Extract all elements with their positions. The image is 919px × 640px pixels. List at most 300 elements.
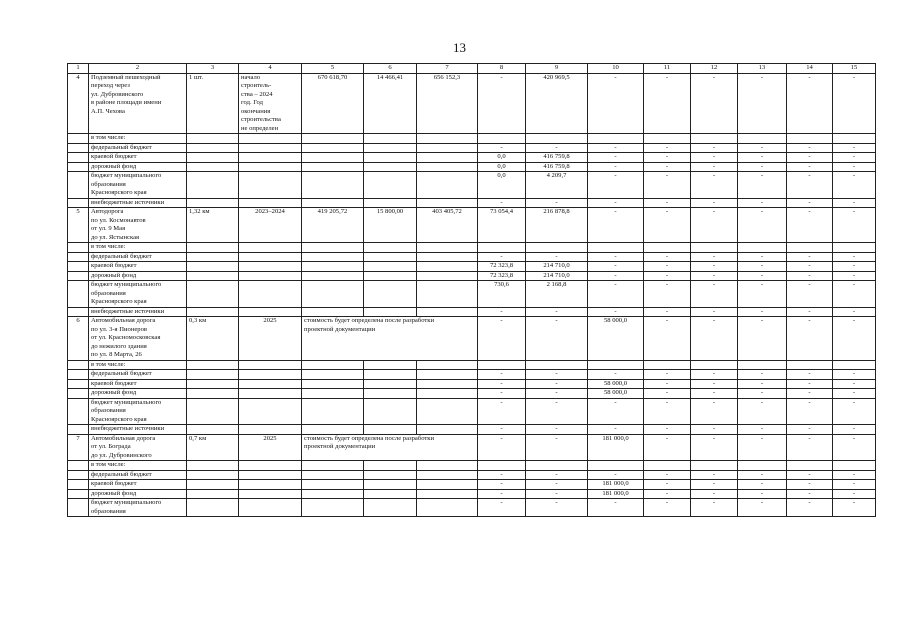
- funding-value: -: [588, 252, 644, 262]
- header-cell: 4: [239, 64, 302, 74]
- funding-value: 416 759,8: [526, 162, 588, 172]
- funding-value: -: [526, 307, 588, 317]
- funding-source: [89, 153, 187, 163]
- empty-cell: [239, 370, 302, 380]
- value-cell: -: [738, 73, 787, 134]
- value-cell: -: [833, 208, 876, 243]
- object-name: [89, 434, 187, 461]
- funding-value: -: [691, 162, 738, 172]
- row-spacer: [68, 281, 89, 308]
- empty-cell: [364, 172, 417, 199]
- empty-cell: [364, 499, 417, 517]
- empty-cell: [302, 470, 364, 480]
- empty-cell: [417, 162, 478, 172]
- value-cell: -: [833, 317, 876, 361]
- funding-value: 72 323,8: [478, 262, 526, 272]
- empty-cell: [417, 389, 478, 399]
- empty-cell: [302, 489, 364, 499]
- funding-value: -: [478, 470, 526, 480]
- value-cell: 216 878,8: [526, 208, 588, 243]
- value-cell: -: [691, 317, 738, 361]
- empty-cell: [417, 262, 478, 272]
- empty-cell: [302, 360, 364, 370]
- empty-cell: [417, 198, 478, 208]
- empty-cell: [187, 271, 239, 281]
- funding-source-line: краевой бюджет: [91, 153, 137, 160]
- cost-total: 419 205,72: [302, 208, 364, 243]
- funding-value: -: [526, 252, 588, 262]
- object-name-line: от ул. 9 Мая: [91, 225, 126, 232]
- object-period-line: окончания: [241, 107, 271, 115]
- funding-value: -: [833, 370, 876, 380]
- funding-value: -: [691, 281, 738, 308]
- empty-cell: [302, 271, 364, 281]
- empty-cell: [526, 243, 588, 253]
- empty-cell: [302, 398, 364, 425]
- funding-value: -: [691, 425, 738, 435]
- row-spacer: [68, 143, 89, 153]
- empty-cell: [187, 307, 239, 317]
- empty-cell: [187, 389, 239, 399]
- funding-source-line: краевой бюджет: [91, 379, 137, 387]
- funding-source-line: дорожный фонд: [91, 489, 137, 497]
- header-cell: 6: [364, 64, 417, 74]
- empty-cell: [239, 425, 302, 435]
- funding-value: -: [833, 307, 876, 317]
- value-cell: -: [833, 434, 876, 461]
- funding-row: [68, 389, 876, 399]
- object-name-line: в районе площади имени: [91, 99, 162, 106]
- funding-value: -: [644, 379, 691, 389]
- empty-cell: [187, 470, 239, 480]
- object-name-line: до нежилого здания: [91, 342, 147, 350]
- funding-value: -: [833, 398, 876, 425]
- funding-source-line: федеральный бюджет: [91, 252, 152, 260]
- object-period-line: строитель-: [241, 82, 272, 89]
- empty-cell: [417, 143, 478, 153]
- value-cell: -: [526, 434, 588, 461]
- funding-value: -: [588, 153, 644, 163]
- funding-value: 2 168,8: [526, 281, 588, 308]
- funding-value: -: [787, 425, 833, 435]
- value-cell: -: [644, 434, 691, 461]
- empty-cell: [691, 243, 738, 253]
- empty-cell: [526, 360, 588, 370]
- object-period-line: год. Год: [241, 99, 263, 106]
- funding-source: [89, 252, 187, 262]
- funding-value: -: [738, 370, 787, 380]
- funding-value: -: [478, 307, 526, 317]
- empty-cell: [364, 153, 417, 163]
- empty-cell: [417, 461, 478, 471]
- object-period: [239, 317, 302, 361]
- row-spacer: [68, 379, 89, 389]
- empty-cell: [588, 461, 644, 471]
- funding-value: -: [691, 262, 738, 272]
- funding-value: -: [738, 281, 787, 308]
- object-number: 5: [68, 208, 89, 243]
- empty-cell: [364, 480, 417, 490]
- object-name: [89, 208, 187, 243]
- funding-value: -: [833, 162, 876, 172]
- funding-row: [68, 262, 876, 272]
- empty-cell: [302, 262, 364, 272]
- empty-cell: [478, 134, 526, 144]
- object-row: [68, 317, 876, 361]
- row-spacer: [68, 470, 89, 480]
- empty-cell: [302, 162, 364, 172]
- funding-value: -: [738, 172, 787, 199]
- funding-value: -: [738, 480, 787, 490]
- empty-cell: [302, 499, 364, 517]
- funding-value: -: [644, 271, 691, 281]
- header-cell: 7: [417, 64, 478, 74]
- funding-value: -: [833, 198, 876, 208]
- funding-row: [68, 198, 876, 208]
- funding-value: -: [526, 489, 588, 499]
- empty-cell: [364, 134, 417, 144]
- empty-cell: [417, 370, 478, 380]
- funding-source: [89, 470, 187, 480]
- cost-done: 14 466,41: [364, 73, 417, 134]
- funding-source-line: федеральный бюджет: [91, 370, 152, 377]
- funding-value: 181 000,0: [588, 489, 644, 499]
- empty-cell: [417, 172, 478, 199]
- empty-cell: [417, 398, 478, 425]
- cost-note-line: проектной документации: [304, 443, 376, 450]
- object-period-line: 2025: [263, 317, 277, 324]
- funding-value: -: [588, 281, 644, 308]
- empty-cell: [738, 134, 787, 144]
- empty-cell: [187, 489, 239, 499]
- funding-value: -: [644, 262, 691, 272]
- funding-source: [89, 281, 187, 308]
- row-spacer: [68, 398, 89, 425]
- value-cell: -: [644, 317, 691, 361]
- funding-value: -: [691, 470, 738, 480]
- funding-source: [89, 499, 187, 517]
- cost-done: 15 800,00: [364, 208, 417, 243]
- empty-cell: [239, 262, 302, 272]
- funding-value: -: [787, 281, 833, 308]
- funding-value: -: [738, 470, 787, 480]
- funding-value: 181 000,0: [588, 480, 644, 490]
- empty-cell: [187, 262, 239, 272]
- funding-value: -: [738, 252, 787, 262]
- funding-value: -: [787, 153, 833, 163]
- funding-value: -: [833, 281, 876, 308]
- empty-cell: [787, 461, 833, 471]
- header-cell: 5: [302, 64, 364, 74]
- funding-value: -: [833, 262, 876, 272]
- empty-cell: [364, 198, 417, 208]
- funding-row: [68, 370, 876, 380]
- empty-cell: [302, 172, 364, 199]
- row-spacer: [68, 271, 89, 281]
- row-spacer: [68, 198, 89, 208]
- funding-value: -: [833, 425, 876, 435]
- cost-note-line: стоимость будет определена после разработки: [304, 434, 435, 442]
- object-row: [68, 208, 876, 243]
- funding-value: -: [644, 489, 691, 499]
- funding-source: [89, 198, 187, 208]
- funding-source-line: краевой бюджет: [91, 262, 137, 269]
- object-name-line: до ул. Дубровинского: [91, 451, 152, 459]
- funding-value: -: [787, 489, 833, 499]
- object-length: 0,7 км: [187, 434, 239, 461]
- funding-value: -: [588, 262, 644, 272]
- empty-cell: [526, 134, 588, 144]
- header-cell: 12: [691, 64, 738, 74]
- empty-cell: [239, 389, 302, 399]
- value-cell: 181 000,0: [588, 434, 644, 461]
- empty-cell: [239, 172, 302, 199]
- funding-value: -: [691, 307, 738, 317]
- empty-cell: [302, 143, 364, 153]
- empty-cell: [187, 198, 239, 208]
- funding-value: -: [588, 398, 644, 425]
- object-number: 4: [68, 73, 89, 134]
- empty-cell: [833, 360, 876, 370]
- object-name-line: по ул. 3-я Пионеров: [91, 325, 147, 333]
- value-cell: -: [738, 317, 787, 361]
- empty-cell: [302, 153, 364, 163]
- funding-source-line: дорожный фонд: [91, 389, 137, 396]
- funding-value: -: [691, 172, 738, 199]
- funding-value: -: [787, 162, 833, 172]
- object-name-line: от ул. Бограда: [91, 443, 131, 450]
- object-name-line: по ул. Космонавтов: [91, 216, 146, 224]
- funding-value: -: [644, 252, 691, 262]
- cost-total: 670 618,70: [302, 73, 364, 134]
- value-cell: -: [644, 208, 691, 243]
- empty-cell: [302, 480, 364, 490]
- empty-cell: [644, 243, 691, 253]
- row-spacer: [68, 243, 89, 253]
- row-spacer: [68, 134, 89, 144]
- empty-cell: [239, 153, 302, 163]
- value-cell: -: [833, 73, 876, 134]
- object-period: [239, 208, 302, 243]
- empty-cell: [787, 360, 833, 370]
- empty-cell: [417, 425, 478, 435]
- empty-cell: [239, 480, 302, 490]
- empty-cell: [239, 307, 302, 317]
- funding-value: -: [691, 370, 738, 380]
- funding-row: [68, 307, 876, 317]
- empty-cell: [364, 370, 417, 380]
- header-cell: 3: [187, 64, 239, 74]
- including-label: в том числе:: [89, 243, 187, 253]
- empty-cell: [417, 360, 478, 370]
- empty-cell: [417, 489, 478, 499]
- empty-cell: [239, 252, 302, 262]
- object-period-line: не определен: [241, 124, 279, 132]
- empty-cell: [526, 461, 588, 471]
- empty-cell: [239, 499, 302, 517]
- funding-value: -: [691, 271, 738, 281]
- empty-cell: [738, 461, 787, 471]
- funding-value: -: [588, 470, 644, 480]
- empty-cell: [187, 153, 239, 163]
- object-name-line: Автомобильная дорога: [91, 317, 156, 324]
- empty-cell: [364, 162, 417, 172]
- value-cell: -: [787, 73, 833, 134]
- value-cell: -: [478, 73, 526, 134]
- value-cell: -: [691, 73, 738, 134]
- row-spacer: [68, 499, 89, 517]
- row-spacer: [68, 307, 89, 317]
- funding-value: -: [644, 198, 691, 208]
- empty-cell: [364, 425, 417, 435]
- funding-source-line: бюджет муниципального: [91, 499, 162, 506]
- funding-value: -: [644, 307, 691, 317]
- funding-value: -: [526, 499, 588, 517]
- cost-note-line: стоимость будет определена после разработки: [304, 317, 435, 324]
- funding-source: [89, 172, 187, 199]
- funding-source: [89, 370, 187, 380]
- funding-value: -: [478, 143, 526, 153]
- funding-row: [68, 480, 876, 490]
- funding-value: 416 759,8: [526, 153, 588, 163]
- funding-value: -: [787, 262, 833, 272]
- empty-cell: [239, 489, 302, 499]
- funding-value: -: [691, 389, 738, 399]
- funding-source-line: Красноярского края: [91, 415, 147, 423]
- funding-source: [89, 389, 187, 399]
- funding-value: -: [738, 398, 787, 425]
- empty-cell: [691, 360, 738, 370]
- empty-cell: [302, 307, 364, 317]
- empty-cell: [364, 271, 417, 281]
- funding-value: -: [644, 143, 691, 153]
- object-name-line: ул. Дубровинского: [91, 90, 144, 98]
- value-cell: 420 969,5: [526, 73, 588, 134]
- funding-value: -: [691, 252, 738, 262]
- funding-source: [89, 425, 187, 435]
- object-number: 7: [68, 434, 89, 461]
- funding-row: [68, 379, 876, 389]
- object-name-line: переход через: [91, 82, 130, 89]
- cost-remaining: 656 152,3: [417, 73, 478, 134]
- empty-cell: [239, 281, 302, 308]
- header-cell: 8: [478, 64, 526, 74]
- funding-row: [68, 271, 876, 281]
- empty-cell: [302, 379, 364, 389]
- funding-value: -: [787, 252, 833, 262]
- empty-cell: [187, 370, 239, 380]
- header-cell: 11: [644, 64, 691, 74]
- empty-cell: [417, 470, 478, 480]
- object-name-line: Подземный пешеходный: [91, 73, 161, 81]
- empty-cell: [588, 134, 644, 144]
- funding-source-line: внебюджетные источники: [91, 425, 165, 432]
- funding-value: 0,0: [478, 172, 526, 199]
- funding-value: 214 710,0: [526, 262, 588, 272]
- funding-value: -: [738, 198, 787, 208]
- empty-cell: [417, 153, 478, 163]
- row-spacer: [68, 262, 89, 272]
- funding-value: -: [588, 143, 644, 153]
- value-cell: -: [738, 208, 787, 243]
- value-cell: -: [588, 208, 644, 243]
- row-spacer: [68, 370, 89, 380]
- funding-value: -: [478, 389, 526, 399]
- including-row: [68, 360, 876, 370]
- empty-cell: [187, 281, 239, 308]
- empty-cell: [833, 461, 876, 471]
- header-cell: 15: [833, 64, 876, 74]
- funding-value: -: [644, 172, 691, 199]
- funding-source-line: бюджет муниципального: [91, 281, 162, 288]
- including-label: в том числе:: [89, 461, 187, 471]
- object-name: [89, 73, 187, 134]
- funding-source-line: внебюджетные источники: [91, 198, 165, 206]
- funding-row: [68, 489, 876, 499]
- funding-value: -: [691, 198, 738, 208]
- empty-cell: [364, 389, 417, 399]
- funding-value: -: [588, 271, 644, 281]
- funding-source: [89, 480, 187, 490]
- empty-cell: [364, 360, 417, 370]
- funding-value: -: [787, 379, 833, 389]
- object-name-line: А.П. Чехова: [91, 107, 125, 115]
- funding-row: [68, 143, 876, 153]
- funding-value: -: [691, 398, 738, 425]
- object-name-line: по ул. 8 Марта, 26: [91, 351, 142, 358]
- value-cell: -: [787, 434, 833, 461]
- funding-row: [68, 252, 876, 262]
- empty-cell: [302, 425, 364, 435]
- funding-source-line: образования: [91, 289, 126, 297]
- cost-note: [302, 317, 478, 361]
- funding-value: -: [787, 389, 833, 399]
- funding-source: [89, 143, 187, 153]
- object-length: 1 шт.: [187, 73, 239, 134]
- funding-value: -: [738, 271, 787, 281]
- empty-cell: [187, 134, 239, 144]
- cost-remaining: 403 405,72: [417, 208, 478, 243]
- header-cell: 10: [588, 64, 644, 74]
- funding-value: -: [787, 172, 833, 199]
- funding-value: -: [787, 398, 833, 425]
- empty-cell: [833, 243, 876, 253]
- empty-cell: [239, 134, 302, 144]
- funding-value: -: [588, 198, 644, 208]
- empty-cell: [187, 172, 239, 199]
- object-period-line: ства – 2024: [241, 90, 273, 98]
- empty-cell: [187, 243, 239, 253]
- funding-value: -: [588, 307, 644, 317]
- row-spacer: [68, 425, 89, 435]
- funding-value: -: [478, 499, 526, 517]
- value-cell: -: [644, 73, 691, 134]
- empty-cell: [478, 360, 526, 370]
- funding-source: [89, 398, 187, 425]
- funding-source-line: образования: [91, 407, 126, 414]
- funding-value: -: [787, 307, 833, 317]
- funding-value: -: [787, 370, 833, 380]
- funding-value: -: [738, 162, 787, 172]
- funding-value: 0,0: [478, 162, 526, 172]
- funding-value: -: [478, 198, 526, 208]
- empty-cell: [187, 499, 239, 517]
- funding-value: -: [738, 425, 787, 435]
- funding-source-line: бюджет муниципального: [91, 172, 162, 179]
- empty-cell: [302, 243, 364, 253]
- funding-value: -: [644, 470, 691, 480]
- header-cell: 2: [89, 64, 187, 74]
